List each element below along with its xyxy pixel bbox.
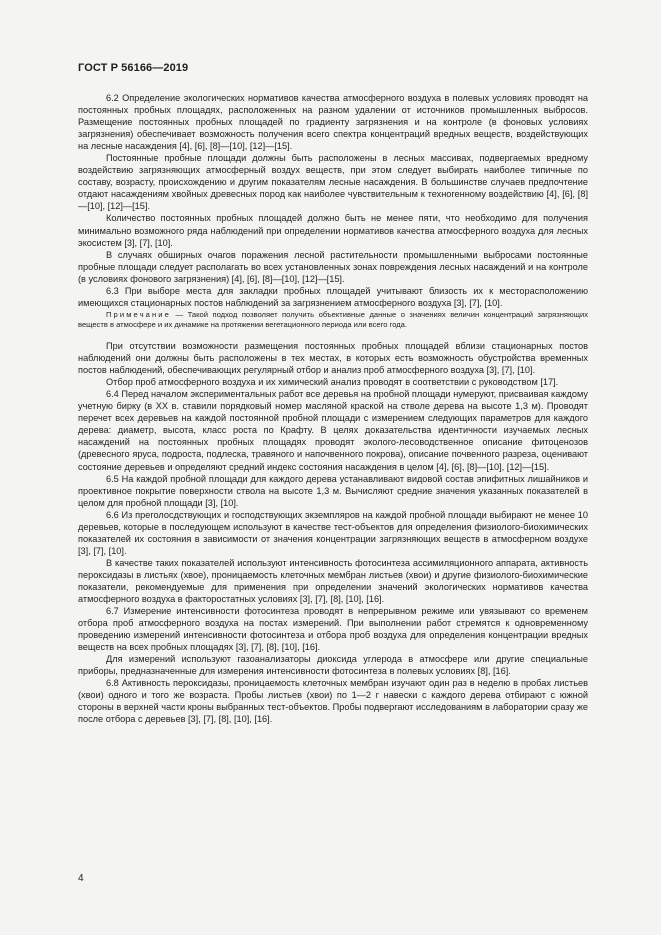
paragraph-6-3: 6.3 При выборе места для закладки пробных площадей учитывают близость их к месторасположению имеющихся стационарных постов наблюдений за загрязнением атмосферного воздуха [3], [7], [10]. [78, 285, 588, 308]
paragraph-6-6: 6.6 Из преголосдствующих и господствующих экземпляров на каждой пробной площади выбирают не менее 10 деревьев, которые в последующем используют в качестве тест-объектов для определения физиолого-биохимических показателей их состояния в зависимости от значения концентрации загрязняющих веществ в атмосферном воздухе [3], [7], [10]. [78, 509, 588, 556]
paragraph: Отбор проб атмосферного воздуха и их химический анализ проводят в соответствии с руководством [17]. [106, 377, 559, 388]
paragraph: Для измерений используют газоанализаторы диоксида углерода в атмосфере или другие специальные приборы, предназначенные для измерения интенсивности фотосинтеза в полевых условиях [8], [16]. [78, 654, 588, 677]
note-label: Примечание [106, 309, 171, 319]
page-number: 4 [78, 873, 84, 884]
paragraph: В качестве таких показателей используют интенсивность фотосинтеза ассимиляционного аппарата, активность пероксидазы в листьях (хвое), проницаемость клеточных мембран листьев (хвои) и другие физиолого-биохимические показатели, рекомендуемые для применения при определении значений экологических нормативов качества атмосферного воздуха в факторостатных условиях [3], [7], [8], [10], [16]. [78, 557, 588, 605]
paragraph: При отсутствии возможности размещения постоянных пробных площадей вблизи стационарных постов наблюдений они должны быть расположены в тех местах, в которых есть возможность обустройства временных постов наблюдений, обеспечивающих регулярный отбор и анализ проб атмосферного воздуха [3], [7], [10]. [78, 341, 588, 376]
note-text: — Такой подход позволяет получить объективные данные о значениях величин концентраций загрязняющих веществ в атмосфере и их динамике на протяжении вегетационного периода или всего года. [78, 309, 588, 330]
paragraph-6-2: 6.2 Определение экологических нормативов качества атмосферного воздуха в полевых условиях проводят на постоянных пробных площадях, расположенных на разном удалении от источников промышленных выбросов. Размещение постоянных пробных площадей по градиенту загрязнения и на контроле (в фоновых условиях загрязнения) обеспечивает возможность получения всего спектра концентраций вредных веществ, воздействующих на лесные насаждения [4], [6], [8]—[10], [12]—[15]. [78, 93, 588, 152]
document-header: ГОСТ Р 56166—2019 [78, 62, 189, 74]
paragraph-6-4: 6.4 Перед началом экспериментальных работ все деревья на пробной площади нумеруют, присваивая каждому учетную бирку (в XX в. ставили порядковый номер масляной краской на стволе дерева на высоте 1,3 м). Проводят перечет всех деревьев на каждой постоянной пробной площади с измерением следующих параметров для каждого дерева: диаметр, высота, класс роста по Крафту. В целях доказательства идентичности изучаемых лесных насаждений на постоянных пробных площадях проводят эколого-лесоводственное описание фитоценозов (древесного яруса, подроста, подлеска, травяного и напочвенного покрова), описание почвенного разреза, оценивают состояние деревьев и определяют средний индекс состояния насаждения в целом [4], [6], [8]—[10], [12]—[15]. [78, 389, 588, 472]
paragraph-6-5: 6.5 На каждой пробной площади для каждого дерева устанавливают видовой состав эпифитных лишайников и проективное покрытие поверхности ствола на высоте 1,3 м. Вычисляют средние значения указанных показателей в целом для пробной площади [3], [10]. [78, 473, 588, 508]
document-body [78, 92, 588, 726]
paragraph: В случаях обширных очагов поражения лесной растительности промышленными выбросами постоянные пробные площади следует располагать во всех установленных зонах повреждения лесных насаждений и на контроле (в условиях фонового загрязнения) [4], [6], [8]—[10], [12]—[15]. [78, 249, 588, 284]
note [78, 310, 588, 331]
paragraph-6-7: 6.7 Измерение интенсивности фотосинтеза проводят в непрерывном режиме или увязывают со временем отбора проб атмосферного воздуха на постах измерений. При выполнении работ стремятся к одновременному проведению измерений интенсивности фотосинтеза и отбора проб воздуха для определения концентрации вредных веществ на всех пробных площадях [3], [7], [8], [10], [16]. [78, 606, 588, 653]
paragraph: Количество постоянных пробных площадей должно быть не менее пяти, что необходимо для получения минимально возможного ряда наблюдений при определении нормативов качества атмосферного воздуха для лесных экосистем [3], [7], [10]. [78, 213, 588, 248]
paragraph-6-8: 6.8 Активность пероксидазы, проницаемость клеточных мембран изучают один раз в неделю в пробах листьев (хвои) одного и того же возраста. Пробы листьев (хвои) по 1—2 г навески с каждого дерева отбирают с южной стороны в верхней части кроны выбранных тест-объектов. Пробы подвергают исследованиям в лаборатории сразу же после отбора с деревьев [3], [7], [8], [10], [16]. [78, 678, 588, 725]
paragraph: Постоянные пробные площади должны быть расположены в лесных массивах, подвергаемых вредному воздействию загрязняющих атмосферный воздух веществ, при этом следует выбирать наиболее типичные по составу, возрасту, происхождению и другим показателям лесные насаждения. В большинстве случаев предпочтение отдают насаждениям хвойных древесных пород как наиболее чувствительным к техногенному воздействию [4], [6], [8]—[10], [12]—[15]. [78, 153, 588, 212]
